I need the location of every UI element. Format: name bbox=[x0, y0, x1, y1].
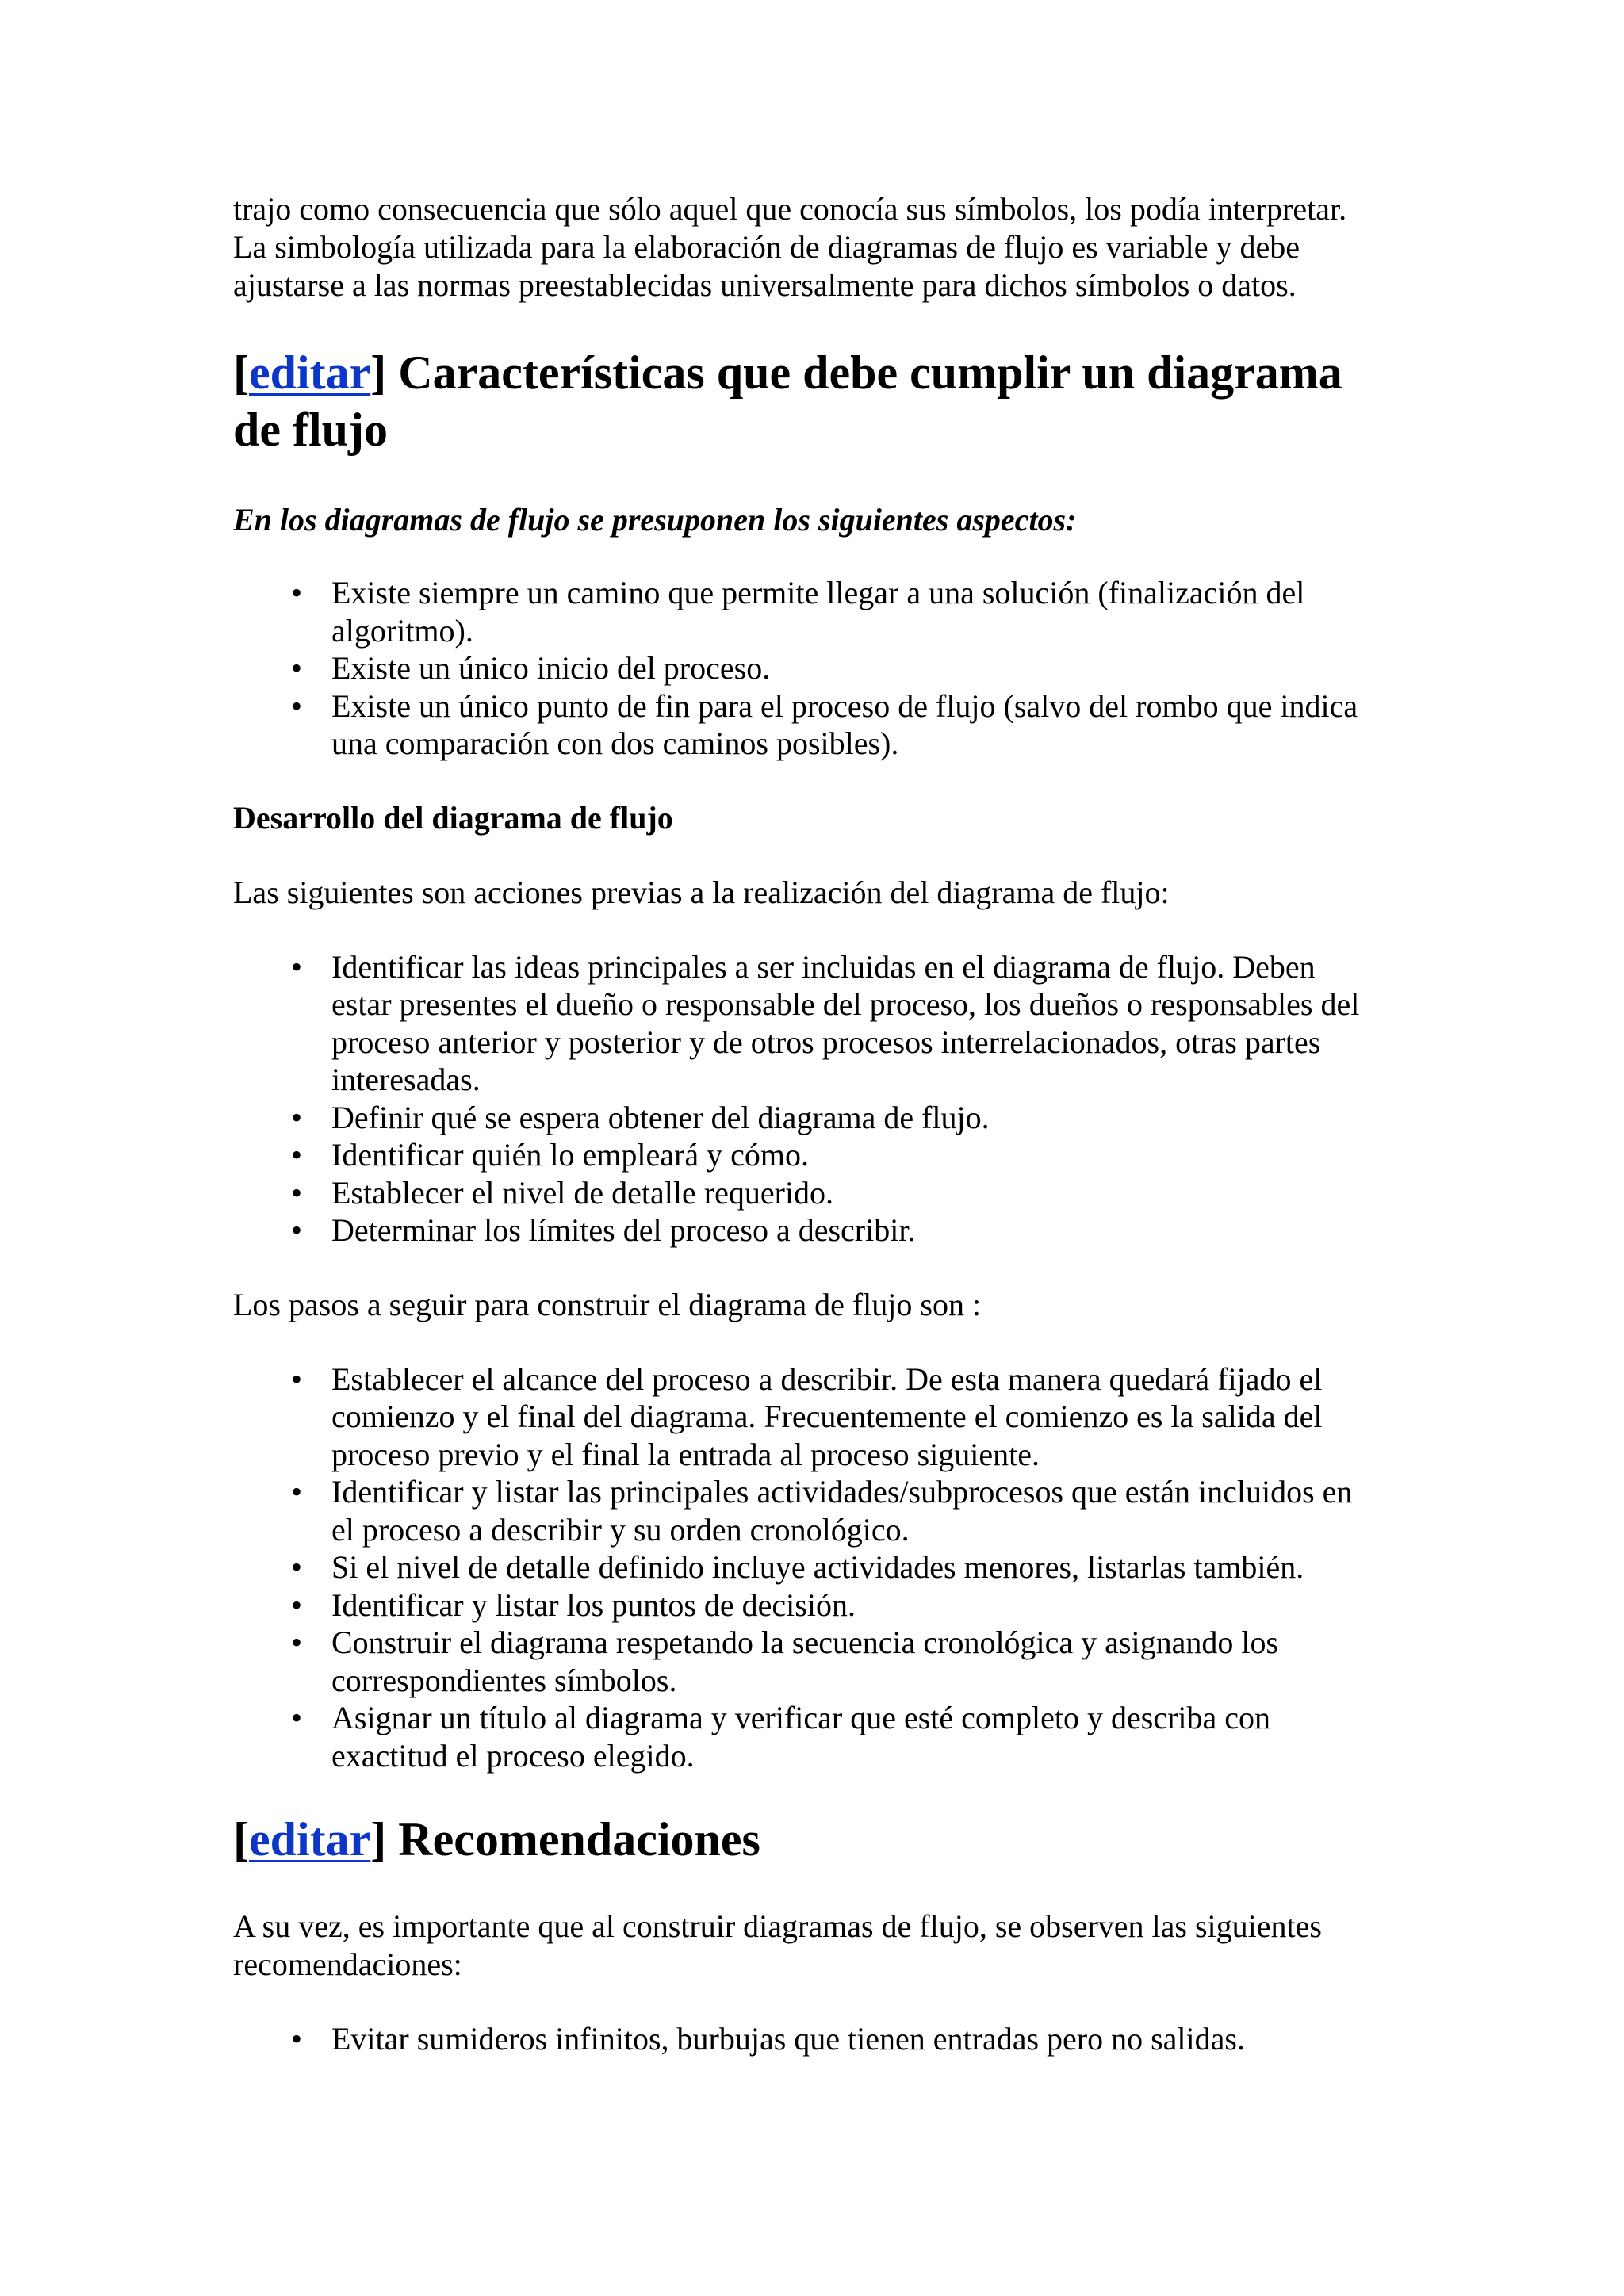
list-item-text: algoritmo). bbox=[331, 612, 473, 649]
intro-line: ajustarse a las normas preestablecidas universalmente para dichos símbolos o datos. bbox=[233, 267, 1297, 303]
list-item-text: correspondientes símbolos. bbox=[331, 1662, 677, 1698]
list-item-text: Existe un único punto de fin para el proceso de flujo (salvo del rombo que indica bbox=[331, 687, 1358, 724]
section-heading-caracteristicas bbox=[233, 344, 1399, 458]
previous-actions-paragraph: Las siguientes son acciones previas a la realización del diagrama de flujo: bbox=[233, 874, 1170, 910]
list-item-text: Establecer el nivel de detalle requerido. bbox=[331, 1174, 834, 1211]
list-item-text: proceso anterior y posterior y de otros procesos interrelacionados, otras partes bbox=[331, 1024, 1321, 1060]
heading-text: Características que debe cumplir un diagrama bbox=[386, 346, 1342, 399]
list-item-text: Evitar sumideros infinitos, burbujas que tienen entradas pero no salidas. bbox=[331, 2021, 1245, 2057]
list-item-text: comienzo y el final del diagrama. Frecuentemente el comienzo es la salida del bbox=[331, 1399, 1323, 1434]
list-item-text: Establecer el alcance del proceso a describir. De esta manera quedará fijado el bbox=[331, 1360, 1323, 1397]
aspects-list bbox=[233, 574, 1399, 763]
list-item bbox=[233, 1211, 1399, 1249]
list-item-text: exactitud el proceso elegido. bbox=[331, 1737, 695, 1774]
bullet-glyph: • bbox=[290, 2021, 302, 2057]
list-item-text: Identificar las ideas principales a ser incluidas en el diagrama de flujo. Deben bbox=[331, 948, 1316, 985]
list-item bbox=[233, 1174, 1399, 1212]
list-item-text: Identificar y listar las principales actividades/subprocesos que están incluidos en bbox=[331, 1474, 1353, 1510]
list-item bbox=[233, 687, 1399, 763]
list-item-text: Definir qué se espera obtener del diagrama de flujo. bbox=[331, 1099, 990, 1135]
paragraph-line: A su vez, es importante que al construir diagramas de flujo, se observen las siguientes bbox=[233, 1908, 1322, 1944]
list-item-text: Identificar y listar los puntos de decisión. bbox=[331, 1586, 856, 1623]
bullet-glyph: • bbox=[290, 1700, 302, 1735]
bullet-glyph: • bbox=[290, 1099, 302, 1135]
bracket-close: ] bbox=[370, 346, 387, 399]
bullet-glyph: • bbox=[290, 1474, 302, 1510]
list-item-text: Existe siempre un camino que permite llegar a una solución (finalización del bbox=[331, 575, 1305, 610]
list-item bbox=[233, 1136, 1399, 1174]
list-item bbox=[233, 948, 1399, 1099]
list-item-text: Asignar un título al diagrama y verificar que esté completo y describa con bbox=[331, 1700, 1271, 1735]
list-item-text: proceso previo y el final la entrada al proceso siguiente. bbox=[331, 1436, 1040, 1472]
development-heading: Desarrollo del diagrama de flujo bbox=[233, 799, 673, 836]
edit-link[interactable]: editar bbox=[248, 346, 371, 399]
edit-link[interactable]: editar bbox=[248, 1813, 371, 1866]
list-item-text: Identificar quién lo empleará y cómo. bbox=[331, 1137, 809, 1173]
intro-paragraph bbox=[233, 190, 1399, 304]
section-heading-recomendaciones bbox=[233, 1811, 1399, 1868]
bullet-glyph: • bbox=[290, 1174, 302, 1211]
list-item bbox=[233, 1360, 1399, 1474]
bullet-glyph: • bbox=[290, 1212, 302, 1248]
bracket-open: [ bbox=[233, 346, 249, 399]
list-item bbox=[233, 1548, 1399, 1586]
intro-line: trajo como consecuencia que sólo aquel que conocía sus símbolos, los podía interpretar. bbox=[233, 191, 1347, 227]
list-item bbox=[233, 2020, 1399, 2058]
list-item-text: Construir el diagrama respetando la secuencia cronológica y asignando los bbox=[331, 1624, 1279, 1660]
bracket-close: ] bbox=[370, 1813, 387, 1866]
bullet-glyph: • bbox=[290, 1624, 302, 1660]
document-page bbox=[233, 190, 1399, 2058]
recommendations-paragraph bbox=[233, 1908, 1399, 1984]
steps-list bbox=[233, 1360, 1399, 1775]
list-item bbox=[233, 1099, 1399, 1137]
list-item bbox=[233, 574, 1399, 649]
bullet-glyph: • bbox=[290, 1360, 302, 1397]
list-item-text: Determinar los límites del proceso a describir. bbox=[331, 1212, 916, 1248]
aspects-subheading: En los diagramas de flujo se presuponen los siguientes aspectos: bbox=[233, 502, 1077, 538]
heading-text-line2: de flujo bbox=[233, 404, 388, 456]
heading-text: Recomendaciones bbox=[386, 1813, 760, 1866]
intro-line: La simbología utilizada para la elaboración de diagramas de flujo es variable y debe bbox=[233, 229, 1300, 265]
list-item-text: una comparación con dos caminos posibles). bbox=[331, 725, 899, 761]
list-item bbox=[233, 1699, 1399, 1774]
bullet-glyph: • bbox=[290, 1549, 302, 1585]
list-item-text: estar presentes el dueño o responsable del proceso, los dueños o responsables del bbox=[331, 986, 1360, 1022]
list-item bbox=[233, 649, 1399, 687]
recommendations-list bbox=[233, 2020, 1399, 2058]
bullet-glyph: • bbox=[290, 687, 302, 724]
previous-actions-list bbox=[233, 948, 1399, 1249]
list-item bbox=[233, 1624, 1399, 1699]
bullet-glyph: • bbox=[290, 1586, 302, 1623]
list-item bbox=[233, 1586, 1399, 1624]
bullet-glyph: • bbox=[290, 1137, 302, 1173]
list-item-text: Existe un único inicio del proceso. bbox=[331, 650, 771, 686]
list-item-text: Si el nivel de detalle definido incluye actividades menores, listarlas también. bbox=[331, 1549, 1304, 1585]
bullet-glyph: • bbox=[290, 948, 302, 985]
list-item-text: interesadas. bbox=[331, 1062, 481, 1097]
list-item bbox=[233, 1473, 1399, 1548]
bracket-open: [ bbox=[233, 1813, 249, 1866]
bullet-glyph: • bbox=[290, 650, 302, 686]
list-item-text: el proceso a describir y su orden cronológico. bbox=[331, 1511, 910, 1548]
bullet-glyph: • bbox=[290, 575, 302, 610]
paragraph-line: recomendaciones: bbox=[233, 1946, 462, 1982]
steps-paragraph: Los pasos a seguir para construir el diagrama de flujo son : bbox=[233, 1286, 982, 1322]
